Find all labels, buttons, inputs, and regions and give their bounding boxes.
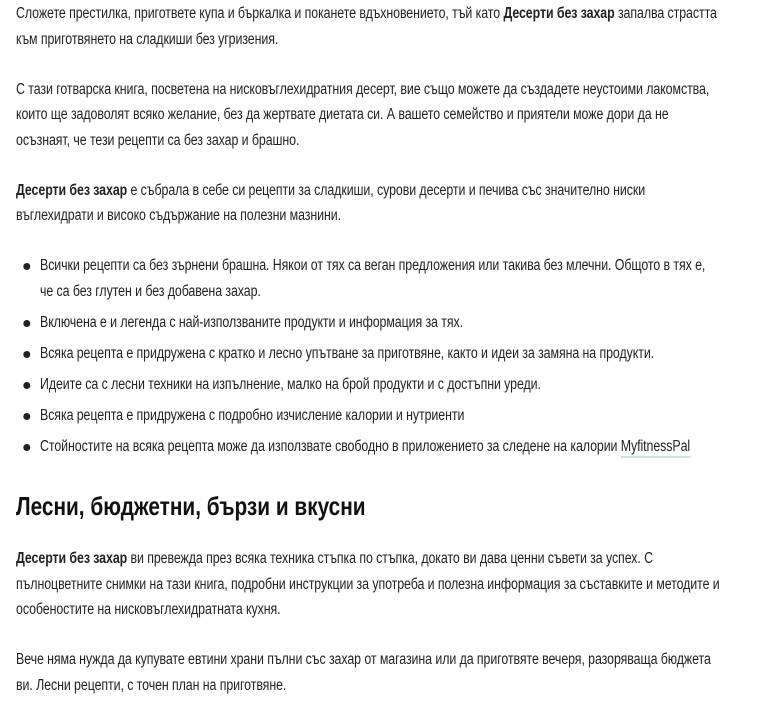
product-description — [16, 1, 720, 723]
feature-list-item: Всяка рецепта е придружена с кратко и лесно упътване за приготвяне, както и идеи за замяна на продукти. — [40, 341, 720, 367]
feature-list-item: Идеите са с лесни техники на изпълнение, малко на брой продукти и с достъпни уреди. — [40, 372, 720, 398]
section-paragraph-2: Вече няма нужда да купувате евтини храни пълни със захар от магазина или да приготвяте вечеря, разоряваща бюджета ви. Лесни рецепти, с точен план на приготвяне. — [16, 651, 711, 694]
features-list — [16, 253, 720, 459]
intro-paragraph-3: Десерти без захар е събрала в себе си рецепти за сладкиши, сурови десерти и печива със значително ниски въглехидрати и високо съдържание на полезни мазнини. — [16, 181, 646, 224]
book-title-bold: Десерти без захар — [16, 550, 128, 567]
section-heading: Лесни, бюджетни, бързи и вкусни — [16, 491, 366, 521]
feature-list-item: Всяка рецепта е придружена с подробно изчисление калории и нутриенти — [40, 403, 720, 429]
myfitnesspal-link[interactable]: MyfitnessPal — [621, 438, 690, 458]
section-paragraph-1: Десерти без захар ви превежда през всяка техника стъпка по стъпка, докато ви дава ценни съвети за успех. С пълноцветните снимки на тази книга, подробни инструкции за употреба и полезна информация за съставките и методите и особеностите на нисковъглехидратната кухня. — [16, 550, 720, 618]
feature-list-item: Всички рецепти са без зърнени брашна. Някои от тях са веган предложения или такива без млечни. Общото в тях е, че са без глутен и без добавена захар. — [40, 253, 720, 304]
book-title-bold: Десерти без захар — [503, 5, 615, 22]
feature-list-item: Стойностите на всяка рецепта може да използвате свободно в приложението за следене на калории MyfitnessPal — [40, 434, 720, 460]
book-title-bold: Десерти без захар — [16, 181, 128, 199]
intro-paragraph-1: Сложете престилка, пригответе купа и бъркалка и поканете вдъхновението, тъй като Десерти без захар запалва страстта към приготвянето на сладкиши без угризения. — [16, 5, 717, 48]
intro-paragraph-2: С тази готварска книга, посветена на нисковъглехидратния десерт, вие също можете да създадете неустоими лакомства, които ще задоволят всяко желание, без да жертвате диетата си. А вашето семейство и приятели може дори да не осъзнаят, че тези рецепти са без захар и брашно. — [16, 80, 710, 149]
feature-list-item: Включена е и легенда с най-използваните продукти и информация за тях. — [40, 310, 720, 336]
